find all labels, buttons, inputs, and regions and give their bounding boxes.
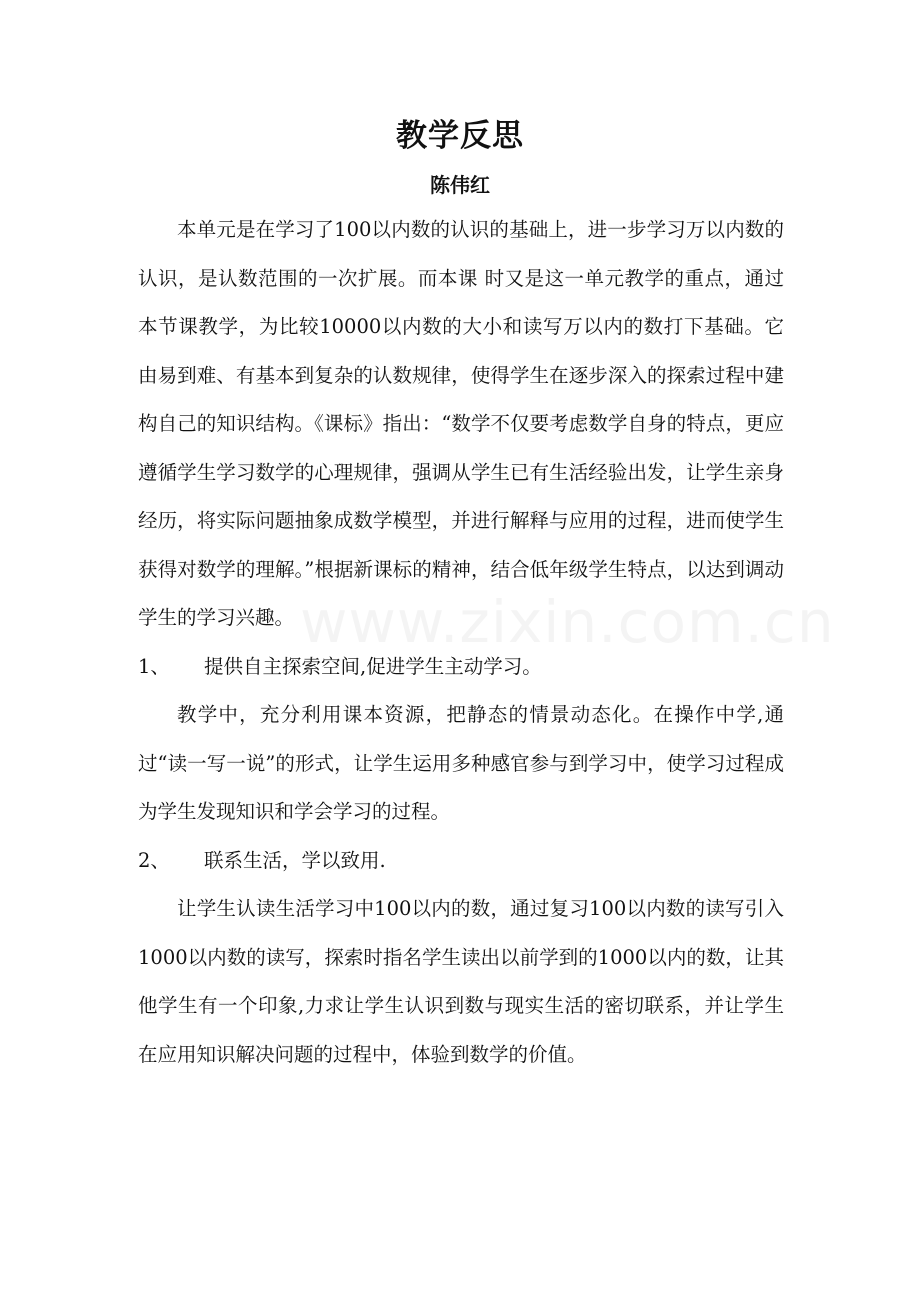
author-name: 陈伟红 — [430, 173, 490, 197]
list-item-1 — [138, 643, 784, 692]
paragraph-teaching: 教学中，充分利用课本资源，把静态的情景动态化。在操作中学,通过“读一写一说”的形式，让学生运用多种感官参与到学习中，使学习过程成为学生发现知识和学会学习的过程。 — [138, 703, 784, 823]
list-item-2-number: 2、 — [138, 848, 170, 872]
list-item-1-text: 提供自主探索空间,促进学生主动学习。 — [204, 654, 542, 678]
list-item-1-number: 1、 — [138, 654, 170, 678]
paragraph-intro: 本单元是在学习了100以内数的认识的基础上，进一步学习万以内数的认识，是认数范围的一次扩展。而本课 时又是这一单元教学的重点，通过本节课教学，为比较10000以内数的大小和读写万以内的数打下基础。它由易到难、有基本到复杂的认数规律，使得学生在逐步深入的探索过程中建构自己的知识结构。《课标》指出：“数学不仅要考虑数学自身的特点，更应遵循学生学习数学的心理规律，强调从学生已有生活经验出发，让学生亲身经历，将实际问题抽象成数学模型，并进行解释与应用的过程，进而使学生获得对数学的理解。”根据新课标的精神，结合低年级学生特点，以达到调动学生的学习兴趣。 — [138, 218, 784, 629]
list-item-2-text: 联系生活，学以致用. — [204, 848, 386, 872]
list-item-2 — [138, 837, 784, 886]
paragraph-life: 让学生认读生活学习中100以内的数，通过复习100以内数的读写引入1000以内数的读写，探索时指名学生读出以前学到的1000以内的数，让其他学生有一个印象,力求让学生认识到数与现实生活的密切联系，并让学生在应用知识解决问题的过程中，体验到数学的价值。 — [138, 897, 784, 1066]
document-title: 教学反思 — [396, 118, 524, 154]
document-body — [138, 206, 784, 1079]
watermark: www.zixin.com.cn — [300, 588, 835, 656]
